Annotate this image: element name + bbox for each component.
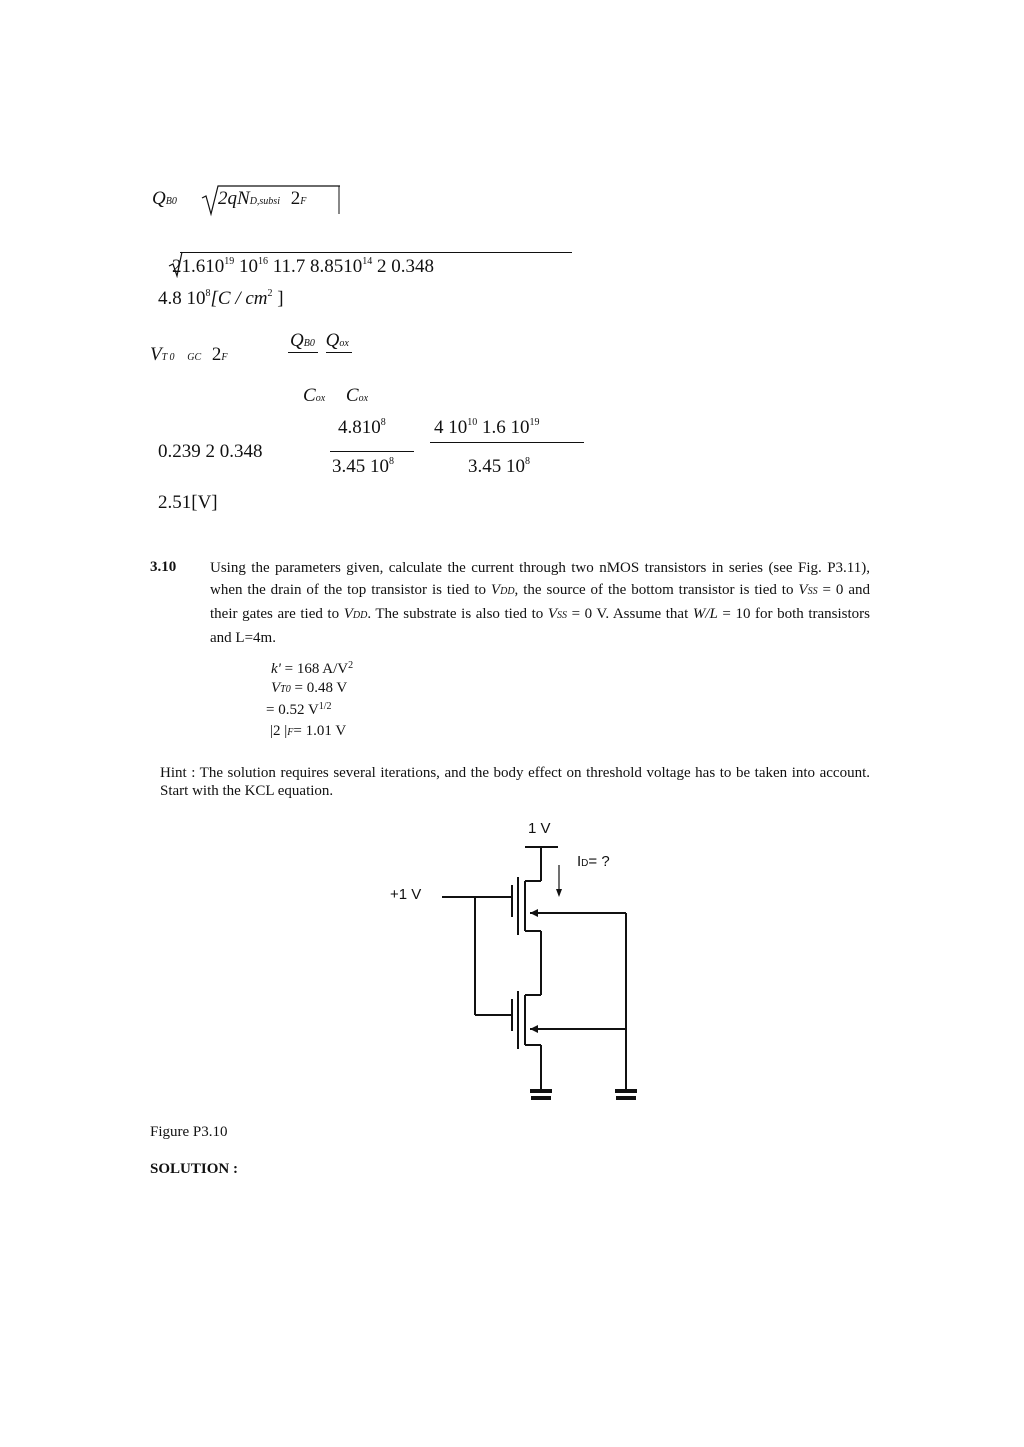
eq-vt0-f1-num: 4.810$^8$	[338, 417, 386, 438]
frac-bar-c	[330, 451, 414, 452]
eq-qb0-result: 4.8 $10^8[C / cm^2$ ]	[158, 288, 284, 309]
eq-vt0-result: 2.51[V]	[158, 492, 218, 513]
problem-text: Using the parameters given, calculate the current through two nMOS transistors in series (see Fig. P3.11), when the drain of the top transistor is tied to VDD, the source of the bottom transistor is tied to VSS = 0 and their gates are tied to VDD. The substrate is also tied to VSS = 0 V. Assume that W/L = 10 for both transistors and L=4m.	[210, 560, 871, 646]
eq-vt0-lead: 0.239 2 0.348	[158, 441, 263, 462]
figure-caption: Figure P3.10	[150, 1124, 228, 1140]
eq-vt0-f1-den: 3.45 $10^8$	[332, 456, 394, 477]
vdd-label: 1 V	[528, 820, 551, 837]
solution-heading: SOLUTION :	[150, 1161, 238, 1177]
problem-number: 3.10	[150, 559, 177, 575]
hint-text: Hint : The solution requires several iterations, and the body effect on threshold voltage has to be taken into account. Start with the KCL equation.	[160, 765, 870, 799]
eq-qb0-radicand: 2qND,subsi 2F	[218, 188, 307, 209]
eq-vt0-f2-den: 3.45 $10^8$	[468, 456, 530, 477]
param-gamma: = 0.52 $V^{1/2}$	[266, 701, 332, 718]
eq-qb0-numeric: 21.610$^{19}$ $10^{16}$ 11.7 8.8510$^{14}$ 2 0.348	[172, 256, 435, 277]
param-phi: |2 |F= 1.01 V	[270, 723, 347, 739]
eq-qb0: QB0	[152, 188, 177, 209]
eq-vt0-lhs: VT 0 GC 2F	[150, 344, 228, 365]
gate-voltage-label: +1 V	[390, 886, 422, 903]
eq-vt0-frac-nums: QB0 Qox	[290, 330, 349, 351]
frac-bar-a	[288, 352, 318, 353]
overline-qb0-num	[180, 252, 572, 253]
eq-vt0-frac-dens: Cox Cox	[303, 385, 369, 406]
param-k: k' = 168 $A/V^2$	[271, 660, 354, 677]
frac-bar-b	[326, 352, 352, 353]
nmos-series-circuit	[430, 835, 650, 1105]
drain-current-label: ID= ?	[577, 853, 610, 870]
param-vt0: VT0 = 0.48 V	[271, 680, 348, 696]
frac-bar-d	[430, 442, 584, 443]
eq-vt0-f2-num: 4 $10^{10}$ 1.6 $10^{19}$	[434, 417, 540, 438]
